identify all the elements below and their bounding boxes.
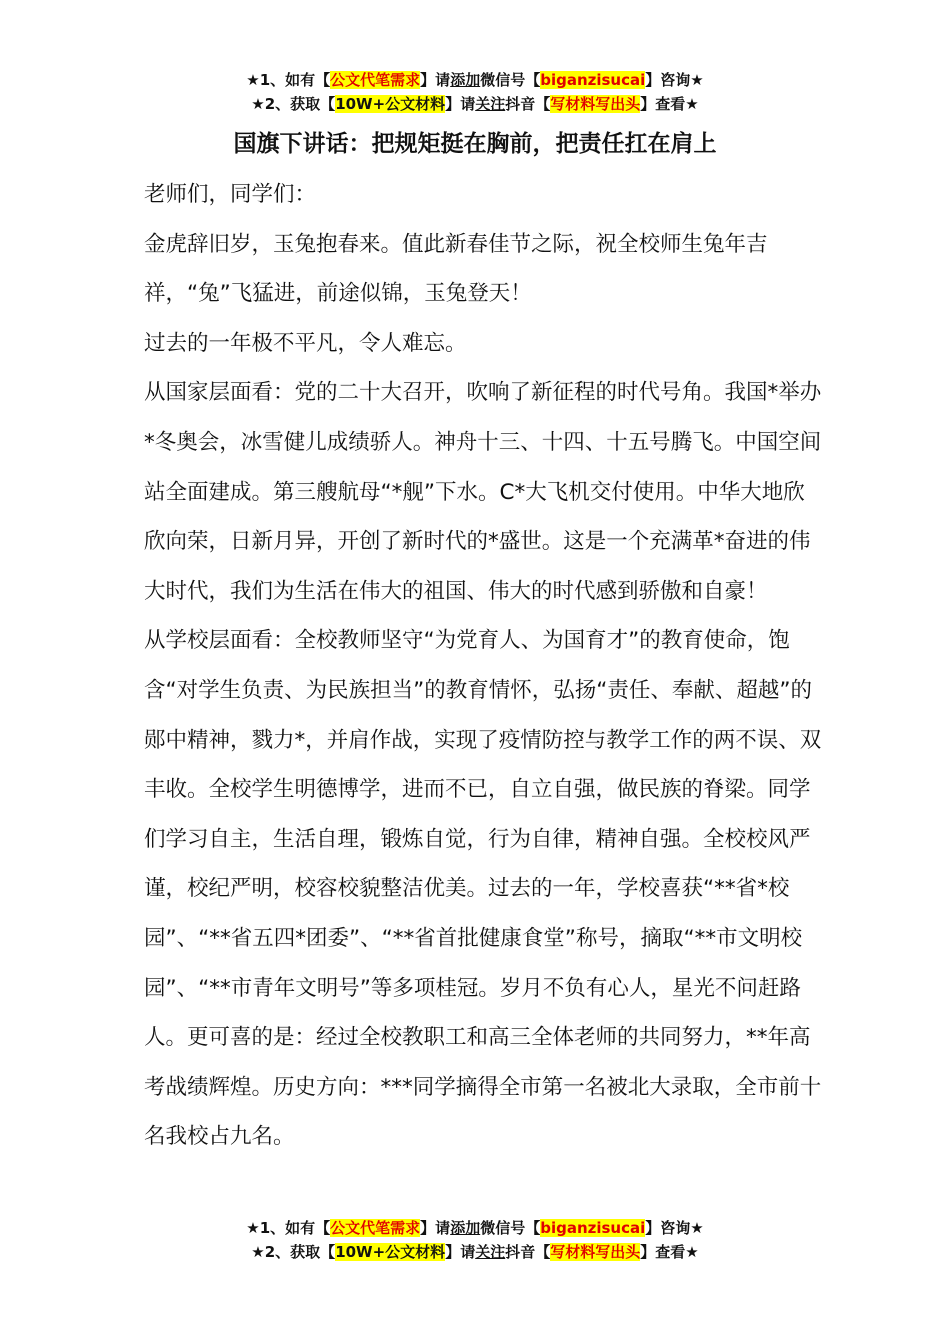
- highlight-douyin: 写材料写出头: [550, 95, 641, 113]
- promo-text: 1、如有【: [259, 1219, 331, 1237]
- promo-text: 】查看★: [640, 95, 699, 113]
- promo-text: 】查看★: [640, 1243, 699, 1261]
- promo-text: 】请: [420, 71, 451, 89]
- promo-line-2: [0, 92, 950, 116]
- document-body: [144, 170, 824, 1162]
- star-icon: ★: [246, 1219, 260, 1237]
- highlight-douyin: 写材料写出头: [550, 1243, 641, 1261]
- follow-text: 关注: [475, 1243, 506, 1261]
- highlight-materials: 10W+公文材料: [335, 1243, 446, 1261]
- follow-text: 关注: [475, 95, 506, 113]
- promo-text: 微信号【: [480, 71, 541, 89]
- highlight-wechat-id: biganzisucai: [540, 1219, 646, 1237]
- paragraph: 从学校层面看：全校教师坚守“为党育人、为国育才”的教育使命，饱含“对学生负责、为民族担当”的教育情怀，弘扬“责任、奉献、超越”的郧中精神，戮力*，并肩作战，实现了疫情防控与教学工作的两不误、双丰收。全校学生明德博学，进而不已，自立自强，做民族的脊梁。同学们学习自主，生活自理，锻炼自觉，行为自律，精神自强。全校校风严谨，校纪严明，校容校貌整洁优美。过去的一年，学校喜获“**省*校园”、“**省五四*团委”、“**省首批健康食堂”称号，摘取“**市文明校园”、“**市青年文明号”等多项桂冠。岁月不负有心人，星光不问赶路人。更可喜的是：经过全校教职工和高三全体老师的共同努力，**年高考战绩辉煌。历史方向：***同学摘得全市第一名被北大录取，全市前十名我校占九名。: [144, 628, 822, 1150]
- promo-line-1: [0, 1216, 950, 1240]
- highlight-service: 公文代笔需求: [330, 71, 421, 89]
- promo-text: 抖音【: [505, 95, 551, 113]
- highlight-materials: 10W+公文材料: [335, 95, 446, 113]
- promo-text: 】咨询★: [645, 71, 704, 89]
- paragraph: 过去的一年极不平凡，令人难忘。: [144, 330, 467, 356]
- star-icon: ★: [251, 1243, 265, 1261]
- document-title: 国旗下讲话：把规矩挺在胸前，把责任扛在肩上: [233, 131, 717, 157]
- paragraph: 从国家层面看：党的二十大召开，吹响了新征程的时代号角。我国*举办*冬奥会，冰雪健儿成绩骄人。神舟十三、十四、十五号腾飞。中国空间站全面建成。第三艘航母“*舰”下水。C*大飞机交付使用。中华大地欣欣向荣，日新月异，开创了新时代的*盛世。这是一个充满革*奋进的伟大时代，我们为生活在伟大的祖国、伟大的时代感到骄傲和自豪！: [144, 380, 822, 604]
- highlight-wechat-id: biganzisucai: [540, 71, 646, 89]
- promo-banner-top: [0, 68, 950, 116]
- promo-text: 2、获取【: [264, 95, 336, 113]
- star-icon: ★: [246, 71, 260, 89]
- promo-text: 】咨询★: [645, 1219, 704, 1237]
- add-text: 添加: [450, 1219, 481, 1237]
- promo-line-1: [0, 68, 950, 92]
- promo-text: 1、如有【: [259, 71, 331, 89]
- add-text: 添加: [450, 71, 481, 89]
- promo-text: 微信号【: [480, 1219, 541, 1237]
- promo-text: 】请: [445, 95, 476, 113]
- paragraph: 金虎辞旧岁，玉兔抱春来。值此新春佳节之际，祝全校师生兔年吉祥，“兔”飞猛进，前途似锦，玉兔登天！: [144, 231, 768, 307]
- star-icon: ★: [251, 95, 265, 113]
- promo-text: 】请: [445, 1243, 476, 1261]
- salutation: 老师们，同学们：: [144, 182, 317, 207]
- promo-text: 2、获取【: [264, 1243, 336, 1261]
- promo-line-2: [0, 1240, 950, 1264]
- promo-text: 】请: [420, 1219, 451, 1237]
- promo-banner-bottom: [0, 1216, 950, 1264]
- promo-text: 抖音【: [505, 1243, 551, 1261]
- highlight-service: 公文代笔需求: [330, 1219, 421, 1237]
